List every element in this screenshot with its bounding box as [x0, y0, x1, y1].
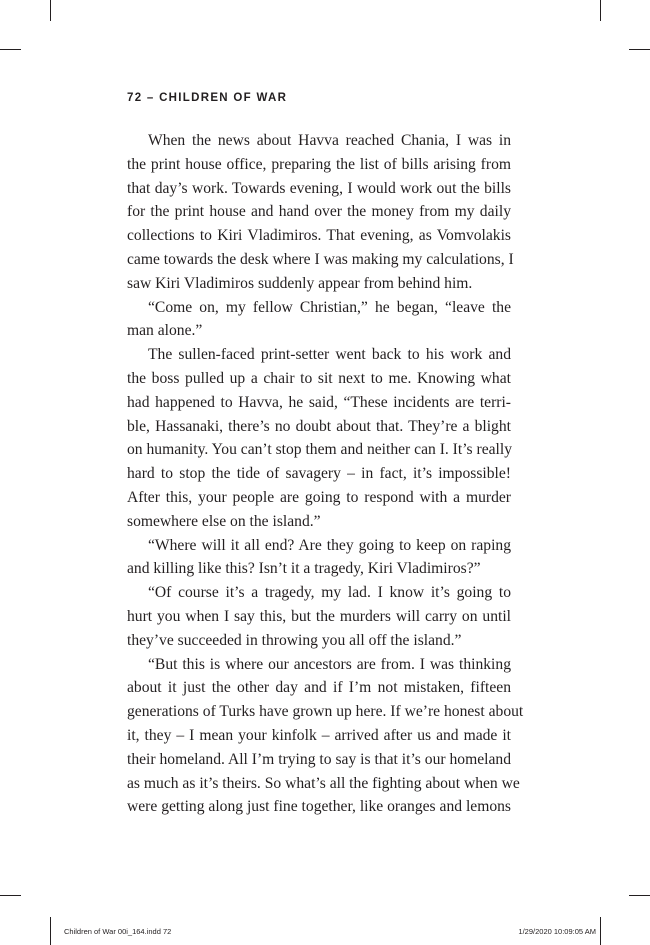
text-line: the print house office, preparing the list of bills arising from [127, 155, 511, 173]
text-line: and killing like this? Isn’t it a tragedy, Kiri Vladimiros?” [127, 560, 481, 578]
slug-timestamp: 1/29/2020 10:09:05 AM [518, 927, 596, 936]
text-line: “Of course it’s a tragedy, my lad. I know it’s going to [148, 584, 511, 602]
paragraph [127, 581, 511, 652]
text-line: about it just the other day and if I’m not mistaken, fifteen [127, 679, 511, 697]
paragraph [127, 653, 524, 820]
crop-mark-bottom-right-h [629, 895, 650, 896]
text-line: were getting along just fine together, like oranges and lemons [127, 798, 511, 816]
slug-file-name: Children of War 00i_164.indd 72 [64, 927, 172, 936]
crop-mark-bottom-left-h [0, 895, 21, 896]
text-line: somewhere else on the island.” [127, 512, 321, 530]
paragraph [127, 534, 511, 582]
text-line: on humanity. You can’t stop them and neither can I. It’s really [127, 441, 512, 459]
text-line: for the print house and hand over the money from my daily [127, 203, 511, 221]
text-line: When the news about Havva reached Chania, I was in [148, 132, 511, 149]
text-line: saw Kiri Vladimiros suddenly appear from behind him. [127, 274, 473, 292]
crop-mark-top-left [50, 0, 51, 21]
text-line: “Come on, my fellow Christian,” he began, “leave the [148, 298, 511, 316]
text-line: collections to Kiri Vladimiros. That evening, as Vomvolakis [127, 227, 511, 245]
crop-mark-top-left-h [0, 49, 21, 50]
crop-mark-top-right [600, 0, 601, 21]
text-line: After this, your people are going to respond with a murder [127, 488, 511, 506]
crop-mark-top-right-h [629, 49, 650, 50]
text-line: generations of Turks have grown up here. If we’re honest about [127, 703, 524, 721]
crop-mark-bottom-left [50, 917, 51, 945]
text-line: hurt you when I say this, but the murders will carry on until [127, 607, 511, 625]
text-line: hard to stop the tide of savagery – in fact, it’s impossible! [127, 465, 511, 483]
paragraph [127, 296, 511, 344]
running-head: 72 – CHILDREN OF WAR [127, 92, 288, 104]
text-line: man alone.” [127, 322, 203, 340]
paragraph [127, 129, 514, 296]
paragraph [127, 343, 511, 533]
crop-mark-bottom-right [600, 917, 601, 945]
body-text [127, 129, 524, 819]
text-line: ble, Hassanaki, there’s no doubt about that. They’re a blight [127, 417, 511, 435]
text-line: that day’s work. Towards evening, I would work out the bills [127, 179, 511, 197]
text-line: they’ve succeeded in throwing you all off the island.” [127, 631, 462, 649]
text-line: came towards the desk where I was making my calculations, I [127, 250, 514, 268]
text-line: their homeland. All I’m trying to say is that it’s our homeland [127, 750, 511, 768]
text-line: The sullen-faced print-setter went back to his work and [148, 346, 511, 364]
text-line: “Where will it all end? Are they going to keep on raping [148, 536, 511, 554]
text-line: had happened to Havva, he said, “These incidents are terri- [127, 393, 511, 411]
text-line: it, they – I mean your kinfolk – arrived after us and made it [127, 726, 511, 744]
text-line: the boss pulled up a chair to sit next to me. Knowing what [127, 369, 511, 387]
text-line: as much as it’s theirs. So what’s all the fighting about when we [127, 774, 520, 792]
text-line: “But this is where our ancestors are from. I was thinking [148, 655, 511, 673]
